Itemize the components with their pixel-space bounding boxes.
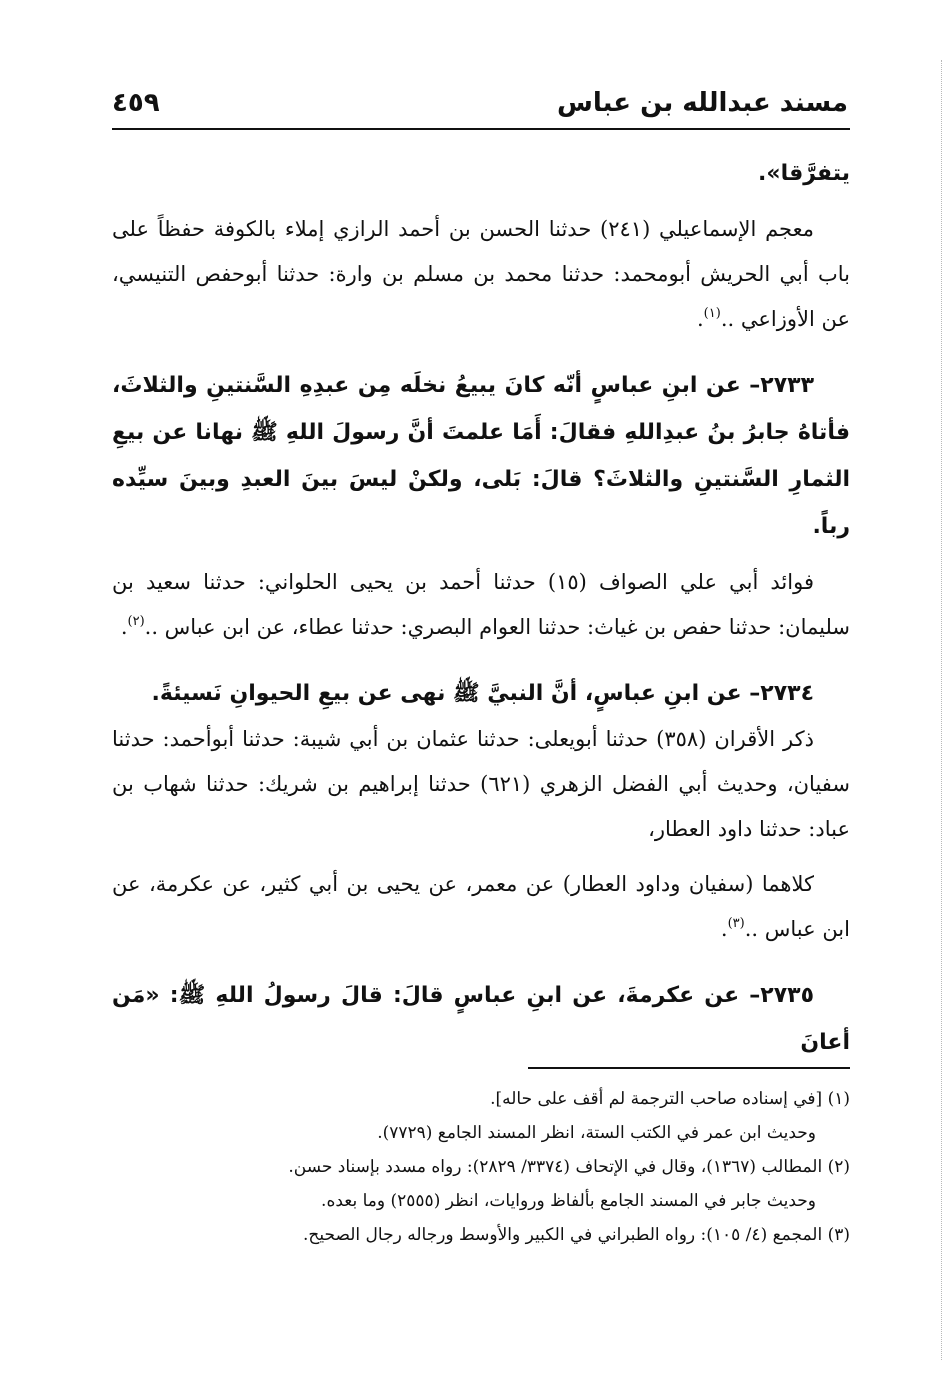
hadith-2733: ٢٧٣٣– عن ابنِ عباسٍ أنّه كانَ يبيعُ نخلَه مِن عبدِهِ السَّنتينِ والثلاثَ، فأتاهُ جابرُ بنُ عبدِاللهِ فقالَ: أَمَا علمتَ أنَّ رسولَ اللهِ ﷺ نهانا عن بيعِ الثمارِ السَّنتينِ والثلاثَ؟ قالَ: بَلى، ولكنْ ليسَ بينَ العبدِ وبينَ سيِّده رباً. <box>112 373 850 539</box>
source-paragraph-1: معجم الإسماعيلي (٢٤١) حدثنا الحسن بن أحمد الرازي إملاء بالكوفة حفظاً على باب أبي الحريش أبومحمد: حدثنا محمد بن مسلم بن وارة: حدثنا أبوحفص التنيسي، عن الأوزاعي ..$^{(١)}$. <box>112 217 850 331</box>
running-title: مسند عبدالله بن عباس <box>557 88 848 118</box>
footnote-marker-1: (١) <box>703 306 721 321</box>
source-text: فوائد أبي علي الصواف (١٥) حدثنا أحمد بن يحيى الحلواني: حدثنا سعيد بن سليمان: حدثنا حفص بن غياث: حدثنا العوام البصري: حدثنا عطاء، عن ابن عباس .. <box>112 570 850 639</box>
hadith-2734: ٢٧٣٤– عن ابنِ عباسٍ، أنَّ النبيَّ ﷺ نهى عن بيعِ الحيوانِ نَسيئةً. <box>151 681 814 706</box>
hadith-2735: ٢٧٣٥– عن عكرمةَ، عن ابنِ عباسٍ قالَ: قالَ رسولُ اللهِ ﷺ: «مَن أعانَ <box>112 983 850 1055</box>
footnote-3: (٣) المجمع (٤/ ١٠٥): رواه الطبراني في الكبير والأوسط ورجاله رجال الصحيح. <box>303 1225 850 1245</box>
header-rule <box>112 128 850 130</box>
page-edge-dots <box>938 60 942 1360</box>
footnote-1-continued: وحديث ابن عمر في الكتب الستة، انظر المسند الجامع (٧٧٢٩). <box>377 1123 816 1143</box>
continuation-line: يتفرَّقا». <box>758 161 850 186</box>
page-number: ٤٥٩ <box>112 88 160 118</box>
footnote-2: (٢) المطالب (١٣٦٧)، وقال في الإتحاف (٣٣٧٤/ ٢٨٢٩): رواه مسدد بإسناد حسن. <box>288 1157 850 1177</box>
footnote-rule <box>528 1067 850 1069</box>
source-text: معجم الإسماعيلي (٢٤١) حدثنا الحسن بن أحمد الرازي إملاء بالكوفة حفظاً على باب أبي الحريش أبومحمد: حدثنا محمد بن مسلم بن وارة: حدثنا أبوحفص التنيسي، عن الأوزاعي .. <box>112 217 850 331</box>
source-paragraph-3: ذكر الأقران (٣٥٨) حدثنا أبويعلى: حدثنا عثمان بن أبي شيبة: حدثنا أبوأحمد: حدثنا سفيان، وحديث أبي الفضل الزهري (٦٢١) حدثنا إبراهيم بن شريك: حدثنا شهاب بن عباد: حدثنا داود العطار، <box>112 727 851 841</box>
footnote-2-continued: وحديث جابر في المسند الجامع بألفاظ وروايات، انظر (٢٥٥٥) وما بعده. <box>321 1191 816 1211</box>
main-text <box>112 150 850 1066</box>
footnote-marker-2: (٢) <box>127 614 145 629</box>
source-text: كلاهما (سفيان وداود العطار) عن معمر، عن يحيى بن أبي كثير، عن عكرمة، عن ابن عباس .. <box>112 872 850 941</box>
footnotes <box>112 1082 850 1252</box>
source-paragraph-2: فوائد أبي علي الصواف (١٥) حدثنا أحمد بن يحيى الحلواني: حدثنا سعيد بن سليمان: حدثنا حفص بن غياث: حدثنا العوام البصري: حدثنا عطاء، عن ابن عباس ..$^{(٢)}$. <box>112 570 850 639</box>
footnote-marker-3: (٣) <box>727 916 745 931</box>
footnote-1: (١) [في إسناده صاحب الترجمة لم أقف على حاله]. <box>490 1089 850 1109</box>
page-header <box>112 88 848 128</box>
source-paragraph-4: كلاهما (سفيان وداود العطار) عن معمر، عن يحيى بن أبي كثير، عن عكرمة، عن ابن عباس ..$^{(٣)}$. <box>112 872 850 941</box>
